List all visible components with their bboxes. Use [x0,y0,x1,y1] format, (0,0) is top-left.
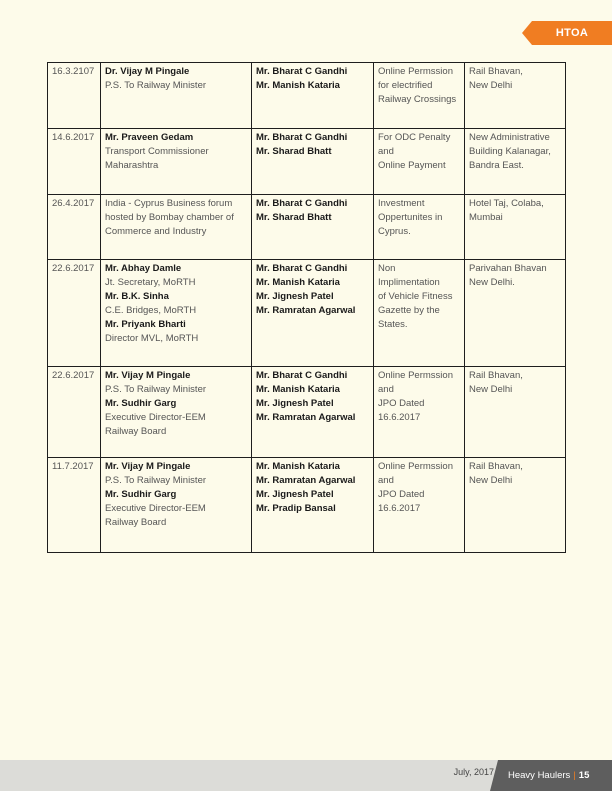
meeting-date: 26.4.2017 [52,198,95,209]
venue-line: New Delhi [469,80,513,91]
attendee-name: Mr. Bharat C Gandhi [256,370,348,381]
subject-line: for electrified [378,80,433,91]
magazine-brand [498,760,612,791]
subject-line: Online Payment [378,160,446,171]
official-designation: Director MVL, MoRTH [105,333,199,344]
official-designation: P.S. To Railway Minister [105,475,207,486]
venue-line: New Delhi. [469,277,515,288]
subject-cell [374,367,465,458]
venue-line: Bandra East. [469,160,524,171]
page-number: 15 [578,770,590,781]
venue-cell [465,260,566,367]
official-designation: Maharashtra [105,160,159,171]
official-designation: Executive Director-EEM [105,412,206,423]
meetings-table [47,62,566,553]
official-designation: Transport Commissioner [105,146,209,157]
venue-line: New Administrative [469,132,550,143]
attendee-name: Mr. Bharat C Gandhi [256,198,348,209]
official-name: Mr. Vijay M Pingale [105,370,191,381]
attendee-name: Mr. Bharat C Gandhi [256,66,348,77]
official-name: Mr. Priyank Bharti [105,319,186,330]
subject-line: Railway Crossings [378,94,457,105]
subject-line: Cyprus. [378,226,411,237]
official-name: Mr. Abhay Damle [105,263,182,274]
attendees-cell [252,63,374,129]
official-designation: Commerce and Industry [105,226,207,237]
attendee-name: Mr. Bharat C Gandhi [256,263,348,274]
official-name: Dr. Vijay M Pingale [105,66,190,77]
subject-line: Implimentation [378,277,440,288]
date-cell [48,260,101,367]
official-name: Mr. Sudhir Garg [105,489,177,500]
venue-line: Rail Bhavan, [469,461,523,472]
venue-cell [465,63,566,129]
subject-line: 16.6.2017 [378,503,421,514]
subject-cell [374,63,465,129]
venue-line: Rail Bhavan, [469,66,523,77]
subject-line: of Vehicle Fitness [378,291,453,302]
venue-cell [465,458,566,553]
subject-line: Non [378,263,396,274]
subject-line: and [378,475,394,486]
venue-cell [465,129,566,195]
meeting-date: 11.7.2017 [52,461,94,472]
official-designation: Railway Board [105,517,167,528]
attendees-cell [252,195,374,260]
official-designation: Railway Board [105,426,167,437]
venue-line: Parivahan Bhavan [469,263,547,274]
attendee-name: Mr. Sharad Bhatt [256,212,332,223]
attendee-name: Mr. Manish Kataria [256,277,340,288]
venue-line: Mumbai [469,212,503,223]
meeting-with-cell [101,367,252,458]
subject-line: Gazette by the [378,305,440,316]
meeting-with-cell [101,129,252,195]
venue-cell [465,195,566,260]
date-cell [48,129,101,195]
page-footer [0,760,612,791]
table-row [48,129,566,195]
subject-cell [374,129,465,195]
subject-line: 16.6.2017 [378,412,421,423]
magazine-name: Heavy Haulers [508,770,571,781]
meeting-with-cell [101,260,252,367]
attendee-name: Mr. Ramratan Agarwal [256,412,356,423]
official-name: Mr. Sudhir Garg [105,398,177,409]
footer-separator: | [573,770,576,781]
date-cell [48,195,101,260]
official-name: Mr. Vijay M Pingale [105,461,191,472]
subject-line: JPO Dated [378,489,425,500]
official-designation: P.S. To Railway Minister [105,80,207,91]
subject-line: Investment [378,198,425,209]
subject-line: Online Permssion [378,461,453,472]
table-row [48,367,566,458]
date-cell [48,367,101,458]
attendee-name: Mr. Manish Kataria [256,384,340,395]
subject-line: and [378,146,394,157]
official-designation: C.E. Bridges, MoRTH [105,305,197,316]
issue-date: July, 2017 [453,767,494,777]
venue-line: New Delhi [469,475,513,486]
table-row [48,260,566,367]
subject-line: and [378,384,394,395]
meeting-with-cell [101,195,252,260]
venue-line: Hotel Taj, Colaba, [469,198,544,209]
meeting-date: 16.3.2107 [52,66,95,77]
venue-line: Rail Bhavan, [469,370,523,381]
attendee-name: Mr. Bharat C Gandhi [256,132,348,143]
attendee-name: Mr. Pradip Bansal [256,503,336,514]
attendee-name: Mr. Manish Kataria [256,461,340,472]
subject-cell [374,260,465,367]
meetings-table-body [48,63,566,553]
official-designation: Jt. Secretary, MoRTH [105,277,196,288]
venue-cell [465,367,566,458]
official-name: Mr. Praveen Gedam [105,132,194,143]
meeting-with-cell [101,458,252,553]
official-designation: Executive Director-EEM [105,503,206,514]
table-row [48,195,566,260]
date-cell [48,63,101,129]
attendees-cell [252,260,374,367]
official-designation: India - Cyprus Business forum [105,198,233,209]
official-designation: P.S. To Railway Minister [105,384,207,395]
subject-line: Oppertunites in [378,212,443,223]
subject-cell [374,195,465,260]
attendee-name: Mr. Ramratan Agarwal [256,475,356,486]
section-tag: HTOA [532,21,612,45]
subject-line: Online Permssion [378,66,453,77]
attendee-name: Mr. Jignesh Patel [256,398,334,409]
subject-line: States. [378,319,408,330]
venue-line: Building Kalanagar, [469,146,551,157]
official-name: Mr. B.K. Sinha [105,291,169,302]
meeting-date: 22.6.2017 [52,263,95,274]
attendees-cell [252,367,374,458]
subject-line: JPO Dated [378,398,425,409]
attendee-name: Mr. Sharad Bhatt [256,146,332,157]
table-row [48,63,566,129]
meeting-date: 22.6.2017 [52,370,95,381]
attendees-cell [252,458,374,553]
subject-line: Online Permssion [378,370,453,381]
attendee-name: Mr. Ramratan Agarwal [256,305,356,316]
date-cell [48,458,101,553]
attendee-name: Mr. Jignesh Patel [256,489,334,500]
meeting-date: 14.6.2017 [52,132,95,143]
venue-line: New Delhi [469,384,513,395]
attendee-name: Mr. Manish Kataria [256,80,340,91]
attendees-cell [252,129,374,195]
subject-cell [374,458,465,553]
subject-line: For ODC Penalty [378,132,451,143]
official-designation: hosted by Bombay chamber of [105,212,234,223]
table-row [48,458,566,553]
meeting-with-cell [101,63,252,129]
attendee-name: Mr. Jignesh Patel [256,291,334,302]
